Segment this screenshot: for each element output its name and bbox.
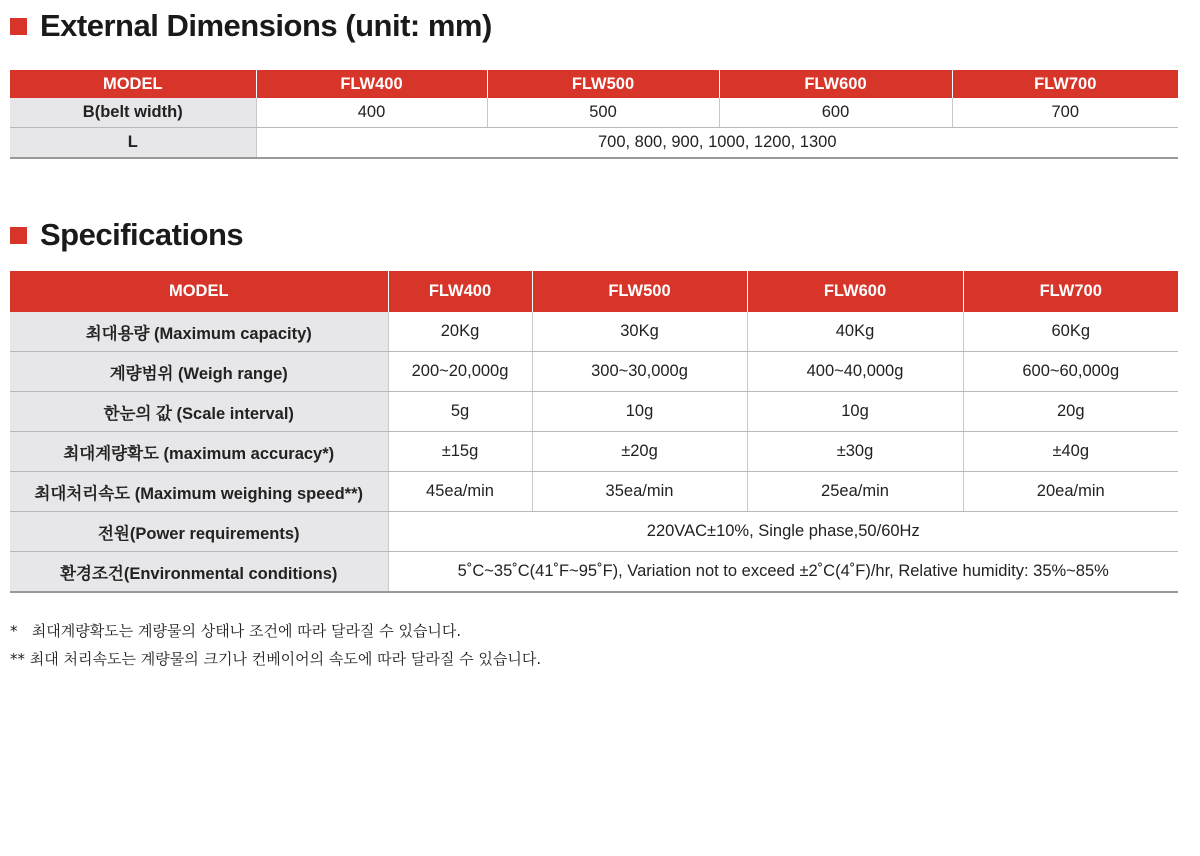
specifications-table	[10, 271, 1178, 593]
table-cell: 220VAC±10%, Single phase,50/60Hz	[388, 512, 1178, 552]
table-cell: 20Kg	[388, 312, 532, 352]
table-row	[10, 552, 1178, 593]
table-cell: 20ea/min	[963, 472, 1178, 512]
dimensions-title	[10, 8, 492, 44]
header-model: MODEL	[10, 271, 388, 312]
table-cell: 500	[487, 98, 719, 128]
footnotes	[10, 617, 541, 673]
row-label: 최대처리속도 (Maximum weighing speed**)	[10, 472, 388, 512]
table-cell: 30Kg	[532, 312, 747, 352]
footnote-accuracy: * 최대계량확도는 계량물의 상태나 조건에 따라 달라질 수 있습니다.	[10, 622, 462, 640]
table-row	[10, 512, 1178, 552]
table-row	[10, 392, 1178, 432]
table-row	[10, 128, 1178, 159]
row-label: 한눈의 값 (Scale interval)	[10, 392, 388, 432]
row-label: 최대용량 (Maximum capacity)	[10, 312, 388, 352]
table-cell: ±20g	[532, 432, 747, 472]
specifications-header-row	[10, 271, 1178, 312]
table-row	[10, 432, 1178, 472]
table-cell: 10g	[747, 392, 963, 432]
header-flw400: FLW400	[256, 70, 487, 98]
table-cell: 45ea/min	[388, 472, 532, 512]
header-flw500: FLW500	[487, 70, 719, 98]
row-label: L	[10, 128, 256, 159]
table-cell: ±15g	[388, 432, 532, 472]
table-row	[10, 472, 1178, 512]
row-label: B(belt width)	[10, 98, 256, 128]
header-flw400: FLW400	[388, 271, 532, 312]
table-cell: 25ea/min	[747, 472, 963, 512]
header-flw700: FLW700	[952, 70, 1178, 98]
specifications-title-text: Specifications	[40, 217, 244, 252]
table-cell: 600~60,000g	[963, 352, 1178, 392]
table-cell: 700, 800, 900, 1000, 1200, 1300	[256, 128, 1178, 159]
table-cell: 10g	[532, 392, 747, 432]
specifications-title	[10, 217, 243, 253]
header-flw700: FLW700	[963, 271, 1178, 312]
table-cell: ±30g	[747, 432, 963, 472]
table-cell: 35ea/min	[532, 472, 747, 512]
row-label: 계량범위 (Weigh range)	[10, 352, 388, 392]
row-label: 환경조건(Environmental conditions)	[10, 552, 388, 593]
table-cell: 20g	[963, 392, 1178, 432]
table-row	[10, 98, 1178, 128]
table-cell: 200~20,000g	[388, 352, 532, 392]
red-square-icon	[10, 227, 27, 244]
row-label: 최대계량확도 (maximum accuracy*)	[10, 432, 388, 472]
table-cell: 5˚C~35˚C(41˚F~95˚F), Variation not to exceed ±2˚C(4˚F)/hr, Relative humidity: 35%~85%	[388, 552, 1178, 593]
dimensions-table	[10, 70, 1178, 159]
table-cell: 600	[719, 98, 952, 128]
table-cell: 400	[256, 98, 487, 128]
table-row	[10, 312, 1178, 352]
header-flw600: FLW600	[747, 271, 963, 312]
row-label: 전원(Power requirements)	[10, 512, 388, 552]
table-cell: 700	[952, 98, 1178, 128]
table-cell: 300~30,000g	[532, 352, 747, 392]
header-flw500: FLW500	[532, 271, 747, 312]
dimensions-title-text: External Dimensions (unit: mm)	[40, 8, 492, 43]
table-cell: 5g	[388, 392, 532, 432]
header-model: MODEL	[10, 70, 256, 98]
table-row	[10, 352, 1178, 392]
table-cell: 400~40,000g	[747, 352, 963, 392]
footnote-speed: ** 최대 처리속도는 계량물의 크기나 컨베이어의 속도에 따라 달라질 수 있습니다.	[10, 650, 542, 668]
header-flw600: FLW600	[719, 70, 952, 98]
table-cell: ±40g	[963, 432, 1178, 472]
table-cell: 40Kg	[747, 312, 963, 352]
table-cell: 60Kg	[963, 312, 1178, 352]
red-square-icon	[10, 18, 27, 35]
dimensions-header-row	[10, 70, 1178, 98]
